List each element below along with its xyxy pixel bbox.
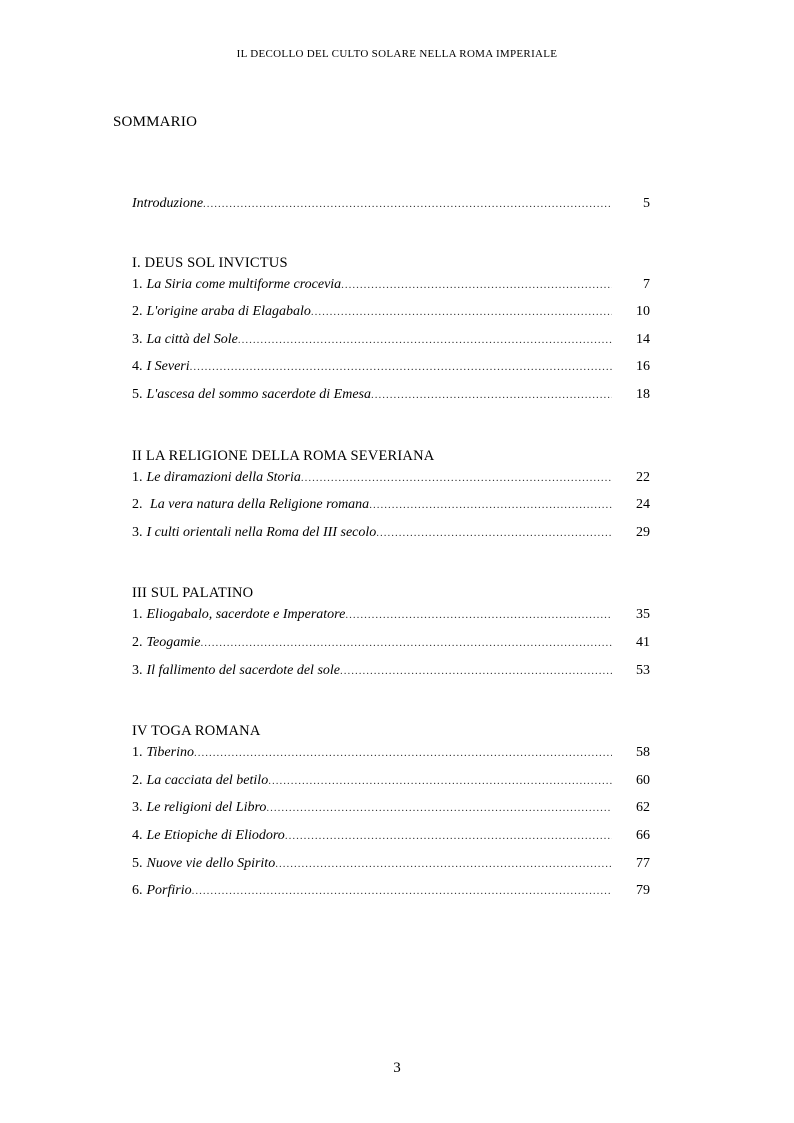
section-heading: III SUL PALATINO <box>132 585 254 602</box>
toc-entry[interactable] <box>132 856 650 884</box>
toc-entry-page: 24 <box>636 497 650 513</box>
dot-leader <box>194 747 612 759</box>
section-heading: IV TOGA ROMANA <box>132 723 261 740</box>
toc-entry[interactable] <box>132 304 650 332</box>
toc-entry-introduzione[interactable] <box>132 196 650 224</box>
toc-entry-number: 3. <box>132 331 143 347</box>
dot-leader <box>203 198 612 210</box>
toc-entry-page: 14 <box>636 331 650 347</box>
toc-entry[interactable] <box>132 387 650 415</box>
toc-entry[interactable] <box>132 497 650 525</box>
toc-entry-number: 3. <box>132 524 143 540</box>
toc-entry-number: 1. <box>132 469 143 485</box>
toc-entry-number: 3. <box>132 800 143 816</box>
toc-entry-number: 2. <box>132 634 143 650</box>
toc-entry-number: 1. <box>132 276 143 292</box>
toc-entry-label: Porfirio <box>146 883 192 899</box>
dot-leader <box>200 637 612 649</box>
toc-entry[interactable] <box>132 663 650 691</box>
toc-entry-label: Teogamie <box>146 634 201 650</box>
toc-entry-page: 7 <box>643 276 650 292</box>
toc-entry-number: 2. <box>132 497 143 513</box>
dot-leader <box>268 775 612 787</box>
toc-entry-number: 2. <box>132 772 143 788</box>
toc-entry-label: Introduzione <box>132 196 204 211</box>
toc-entry-page: 16 <box>636 359 650 375</box>
toc-entry-number: 5. <box>132 386 143 402</box>
toc-entry-number: 4. <box>132 827 143 843</box>
toc-entry-label: Nuove vie dello Spirito <box>146 855 276 871</box>
dot-leader <box>238 334 612 346</box>
toc-entry-label: Eliogabalo, sacerdote e Imperatore <box>146 607 346 623</box>
dot-leader <box>275 858 612 870</box>
toc-entry-label: La vera natura della Religione romana <box>146 497 370 513</box>
toc-entry-number: 2. <box>132 304 143 320</box>
dot-leader <box>369 499 612 511</box>
toc-entry-number: 3. <box>132 662 143 678</box>
toc-entry-label: I culti orientali nella Roma del III secolo <box>146 524 377 540</box>
toc-entry[interactable] <box>132 607 650 635</box>
toc-entry-label: L'origine araba di Elagabalo <box>146 304 311 320</box>
dot-leader <box>371 389 612 401</box>
toc-entry-page: 5 <box>643 196 650 211</box>
toc-entry[interactable] <box>132 800 650 828</box>
toc-entry-page: 35 <box>636 607 650 623</box>
toc-entry-number: 6. <box>132 883 143 899</box>
dot-leader <box>376 527 612 539</box>
toc-entry-page: 53 <box>636 662 650 678</box>
toc-entry-label: L'ascesa del sommo sacerdote di Emesa <box>146 386 371 402</box>
dot-leader <box>190 361 612 373</box>
toc-entry[interactable] <box>132 525 650 553</box>
toc-entry[interactable] <box>132 883 650 911</box>
toc-entry-label: Le Etiopiche di Eliodoro <box>146 827 285 843</box>
toc-entry-page: 58 <box>636 745 650 761</box>
toc-entry[interactable] <box>132 277 650 305</box>
running-header: IL DECOLLO DEL CULTO SOLARE NELLA ROMA IMPERIALE <box>236 48 558 60</box>
toc-entry-page: 79 <box>636 883 650 899</box>
page-title: SOMMARIO <box>113 114 198 130</box>
toc-entry[interactable] <box>132 359 650 387</box>
toc-entry-page: 77 <box>636 855 650 871</box>
dot-leader <box>341 279 612 291</box>
section-heading: II LA RELIGIONE DELLA ROMA SEVERIANA <box>132 447 435 464</box>
toc-entry[interactable] <box>132 635 650 663</box>
toc-entry-page: 29 <box>636 524 650 540</box>
toc-entry-number: 5. <box>132 855 143 871</box>
toc-entry-label: I Severi <box>146 359 190 375</box>
dot-leader <box>285 830 612 842</box>
toc-entry-number: 1. <box>132 607 143 623</box>
toc-entry-label: La cacciata del betilo <box>146 772 269 788</box>
page-number: 3 <box>393 1060 401 1076</box>
toc-entry[interactable] <box>132 828 650 856</box>
dot-leader <box>311 306 612 318</box>
toc-entry-page: 22 <box>636 469 650 485</box>
toc-entry-page: 41 <box>636 634 650 650</box>
toc-entry-page: 66 <box>636 827 650 843</box>
toc-entry-page: 10 <box>636 304 650 320</box>
table-of-contents <box>132 196 650 911</box>
toc-entry-number: 1. <box>132 745 143 761</box>
toc-entry-page: 60 <box>636 772 650 788</box>
dot-leader <box>301 472 612 484</box>
dot-leader <box>345 609 612 621</box>
toc-entry-label: Tiberino <box>146 745 194 761</box>
toc-entry-label: La Siria come multiforme crocevia <box>146 276 342 292</box>
dot-leader <box>192 885 612 897</box>
toc-entry[interactable] <box>132 332 650 360</box>
toc-entry[interactable] <box>132 773 650 801</box>
dot-leader <box>340 665 612 677</box>
dot-leader <box>266 802 612 814</box>
toc-entry-number: 4. <box>132 359 143 375</box>
toc-entry-label: Le religioni del Libro <box>146 800 267 816</box>
toc-entry-label: La città del Sole <box>146 331 238 347</box>
section-heading: I. DEUS SOL INVICTUS <box>132 254 288 271</box>
toc-entry-label: Il fallimento del sacerdote del sole <box>146 662 340 678</box>
toc-entry-label: Le diramazioni della Storia <box>146 469 301 485</box>
toc-entry[interactable] <box>132 470 650 498</box>
toc-entry[interactable] <box>132 745 650 773</box>
toc-entry-page: 62 <box>636 800 650 816</box>
toc-entry-page: 18 <box>636 386 650 402</box>
